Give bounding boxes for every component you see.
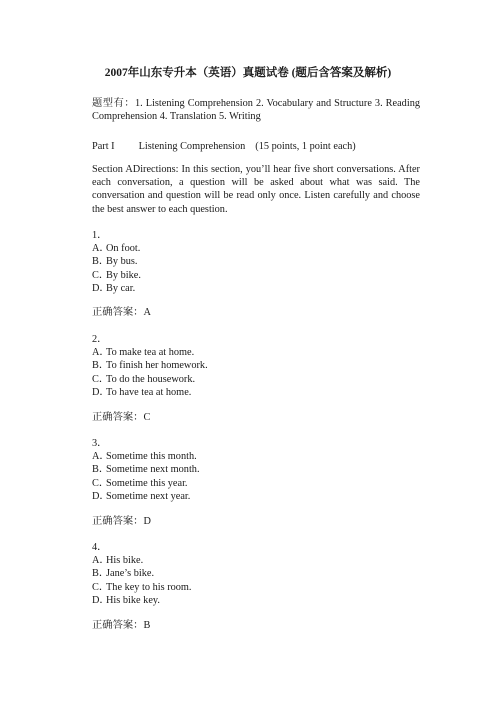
option-text: Jane’s bike. [106,568,155,580]
option-letter: C． [92,581,110,593]
option [92,477,420,490]
option-text: His bike. [106,555,144,567]
part-name: Listening Comprehension [138,141,246,152]
answer-line: 正确答案：B [92,620,151,631]
option-letter: B． [92,360,110,372]
option [92,554,420,567]
question-types-intro: 题型有：1. Listening Comprehension 2. Vocabulary and Structure 3. Reading Comprehension 4. Translation 5. Writing [92,98,420,123]
section-directions: Section ADirections: In this section, you’ll hear five short conversations. After each conversation, a question will be asked about what was said. The conversation and question will be read only once. Listen carefully and choose the best answer to each question. [92,164,420,215]
option-text: To have tea at home. [106,386,192,398]
option-letter: C． [92,269,110,281]
option-text: Sometime next month. [106,464,200,476]
option-letter: C． [92,373,110,385]
option-letter: A． [92,243,110,255]
option [92,373,420,386]
option-letter: C． [92,477,110,489]
option-letter: D． [92,594,110,606]
option-letter: D． [92,282,110,294]
option-text: On foot. [106,243,141,255]
option-letter: D． [92,386,110,398]
option-text: To finish her homework. [106,360,208,372]
question-block [92,437,420,503]
answer-line: 正确答案：D [92,516,151,527]
option [92,359,420,372]
question-block [92,333,420,399]
option-letter: A． [92,555,110,567]
question-number: 4． [92,542,108,553]
option-text: To make tea at home. [106,347,195,359]
option [92,282,420,295]
question-number: 3． [92,438,108,449]
option [92,581,420,594]
option-text: To do the housework. [106,373,196,385]
option [92,386,420,399]
option [92,346,420,359]
option-letter: A． [92,347,110,359]
question-number: 2． [92,334,108,345]
option [92,269,420,282]
option-text: Sometime this year. [106,477,188,489]
option [92,594,420,607]
option [92,242,420,255]
option [92,567,420,580]
option-text: By bus. [106,256,138,268]
option-text: By bike. [106,269,141,281]
part-points: (15 points, 1 point each) [255,141,356,152]
page-title: 2007年山东专升本（英语）真题试卷 (题后含答案及解析) [104,67,392,79]
answer-line: 正确答案：C [92,412,151,423]
part-label: Part I [92,141,115,152]
option-letter: B． [92,256,110,268]
option-text: Sometime this month. [106,451,197,463]
question-block [92,229,420,295]
option-letter: D． [92,490,110,502]
option [92,255,420,268]
part-heading [92,140,420,153]
option-letter: B． [92,568,110,580]
option-text: The key to his room. [106,581,192,593]
option [92,450,420,463]
option [92,463,420,476]
option-letter: A． [92,451,110,463]
option [92,490,420,503]
question-number: 1． [92,230,108,241]
option-text: By car. [106,282,136,294]
answer-line: 正确答案：A [92,307,151,318]
option-letter: B． [92,464,110,476]
option-text: His bike key. [106,594,160,606]
question-block [92,541,420,607]
option-text: Sometime next year. [106,490,191,502]
